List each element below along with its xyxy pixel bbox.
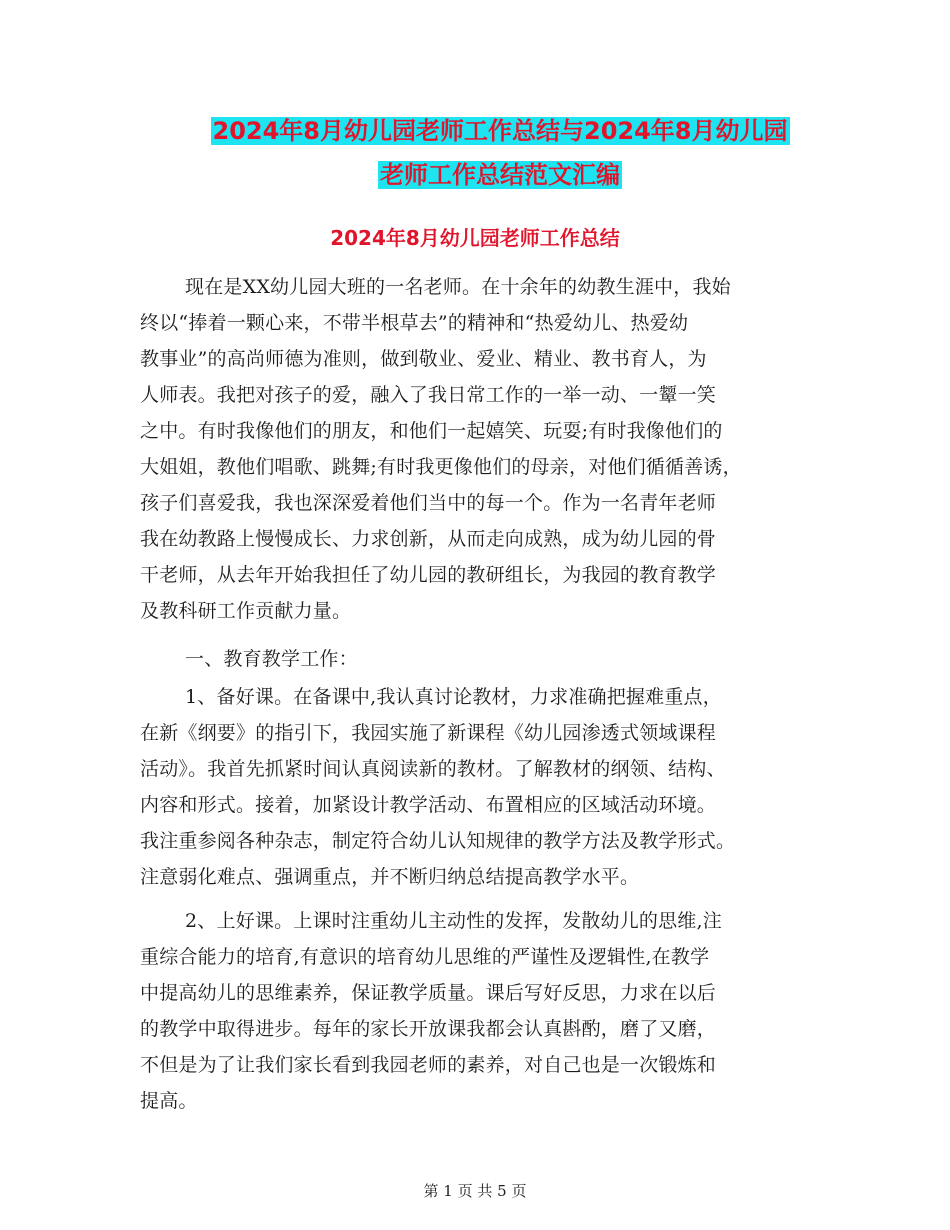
body-line: 提高。 (140, 1090, 198, 1112)
body-line: 中提高幼儿的思维素养，保证教学质量。课后写好反思，力求在以后 (140, 982, 717, 1004)
body-line: 注意弱化难点、强调重点，并不断归纳总结提高教学水平。 (140, 866, 640, 888)
body-line: 孩子们喜爱我，我也深深爱着他们当中的每一个。作为一名青年老师 (140, 492, 717, 514)
body-line: 我注重参阅各种杂志，制定符合幼儿认知规律的教学方法及教学形式。 (140, 830, 736, 852)
body-line: 之中。有时我像他们的朋友，和他们一起嬉笑、玩耍;有时我像他们的 (140, 420, 723, 442)
section-title: 2024年8月幼儿园老师工作总结 (330, 226, 620, 250)
main-title-line-2 (140, 152, 860, 198)
body-line: 教事业”的高尚师德为准则，做到敬业、爱业、精业、教书育人，为 (140, 348, 707, 370)
body-line: 人师表。我把对孩子的爱，融入了我日常工作的一举一动、一颦一笑 (140, 384, 717, 406)
page-number-footer: 第 1 页 共 5 页 (423, 1182, 527, 1200)
body-line: 2、上好课。上课时注重幼儿主动性的发挥，发散幼儿的思维,注 (185, 910, 722, 932)
main-title-line-1 (140, 108, 860, 154)
body-line: 活动》。我首先抓紧时间认真阅读新的教材。了解教材的纲领、结构、 (140, 758, 726, 780)
body-line: 大姐姐，教他们唱歌、跳舞;有时我更像他们的母亲，对他们循循善诱， (140, 456, 742, 478)
body-line: 的教学中取得进步。每年的家长开放课我都会认真斟酌，磨了又磨， (140, 1018, 717, 1040)
body-line: 重综合能力的培育,有意识的培育幼儿思维的严谨性及逻辑性,在教学 (140, 946, 710, 968)
section-heading: 一、教育教学工作： (185, 648, 358, 670)
body-line: 干老师，从去年开始我担任了幼儿园的教研组长，为我园的教育教学 (140, 564, 717, 586)
body-line: 我在幼教路上慢慢成长、力求创新，从而走向成熟，成为幼儿园的骨 (140, 528, 717, 550)
body-line: 现在是XX幼儿园大班的一名老师。在十余年的幼教生涯中，我始 (185, 276, 731, 298)
body-line: 1、备好课。在备课中,我认真讨论教材，力求准确把握难重点， (185, 686, 722, 708)
body-line: 内容和形式。接着，加紧设计教学活动、布置相应的区域活动环境。 (140, 794, 717, 816)
body-line: 在新《纲要》的指引下，我园实施了新课程《幼儿园渗透式领域课程 (140, 722, 717, 744)
main-title-highlight-2: 老师工作总结范文汇编 (380, 161, 620, 189)
body-line: 终以“捧着一颗心来，不带半根草去”的精神和“热爱幼儿、热爱幼 (140, 312, 689, 334)
body-line: 不但是为了让我们家长看到我园老师的素养，对自己也是一次锻炼和 (140, 1054, 717, 1076)
body-line: 及教科研工作贡献力量。 (140, 600, 352, 622)
main-title-highlight-1: 2024年8月幼儿园老师工作总结与2024年8月幼儿园 (212, 117, 788, 145)
